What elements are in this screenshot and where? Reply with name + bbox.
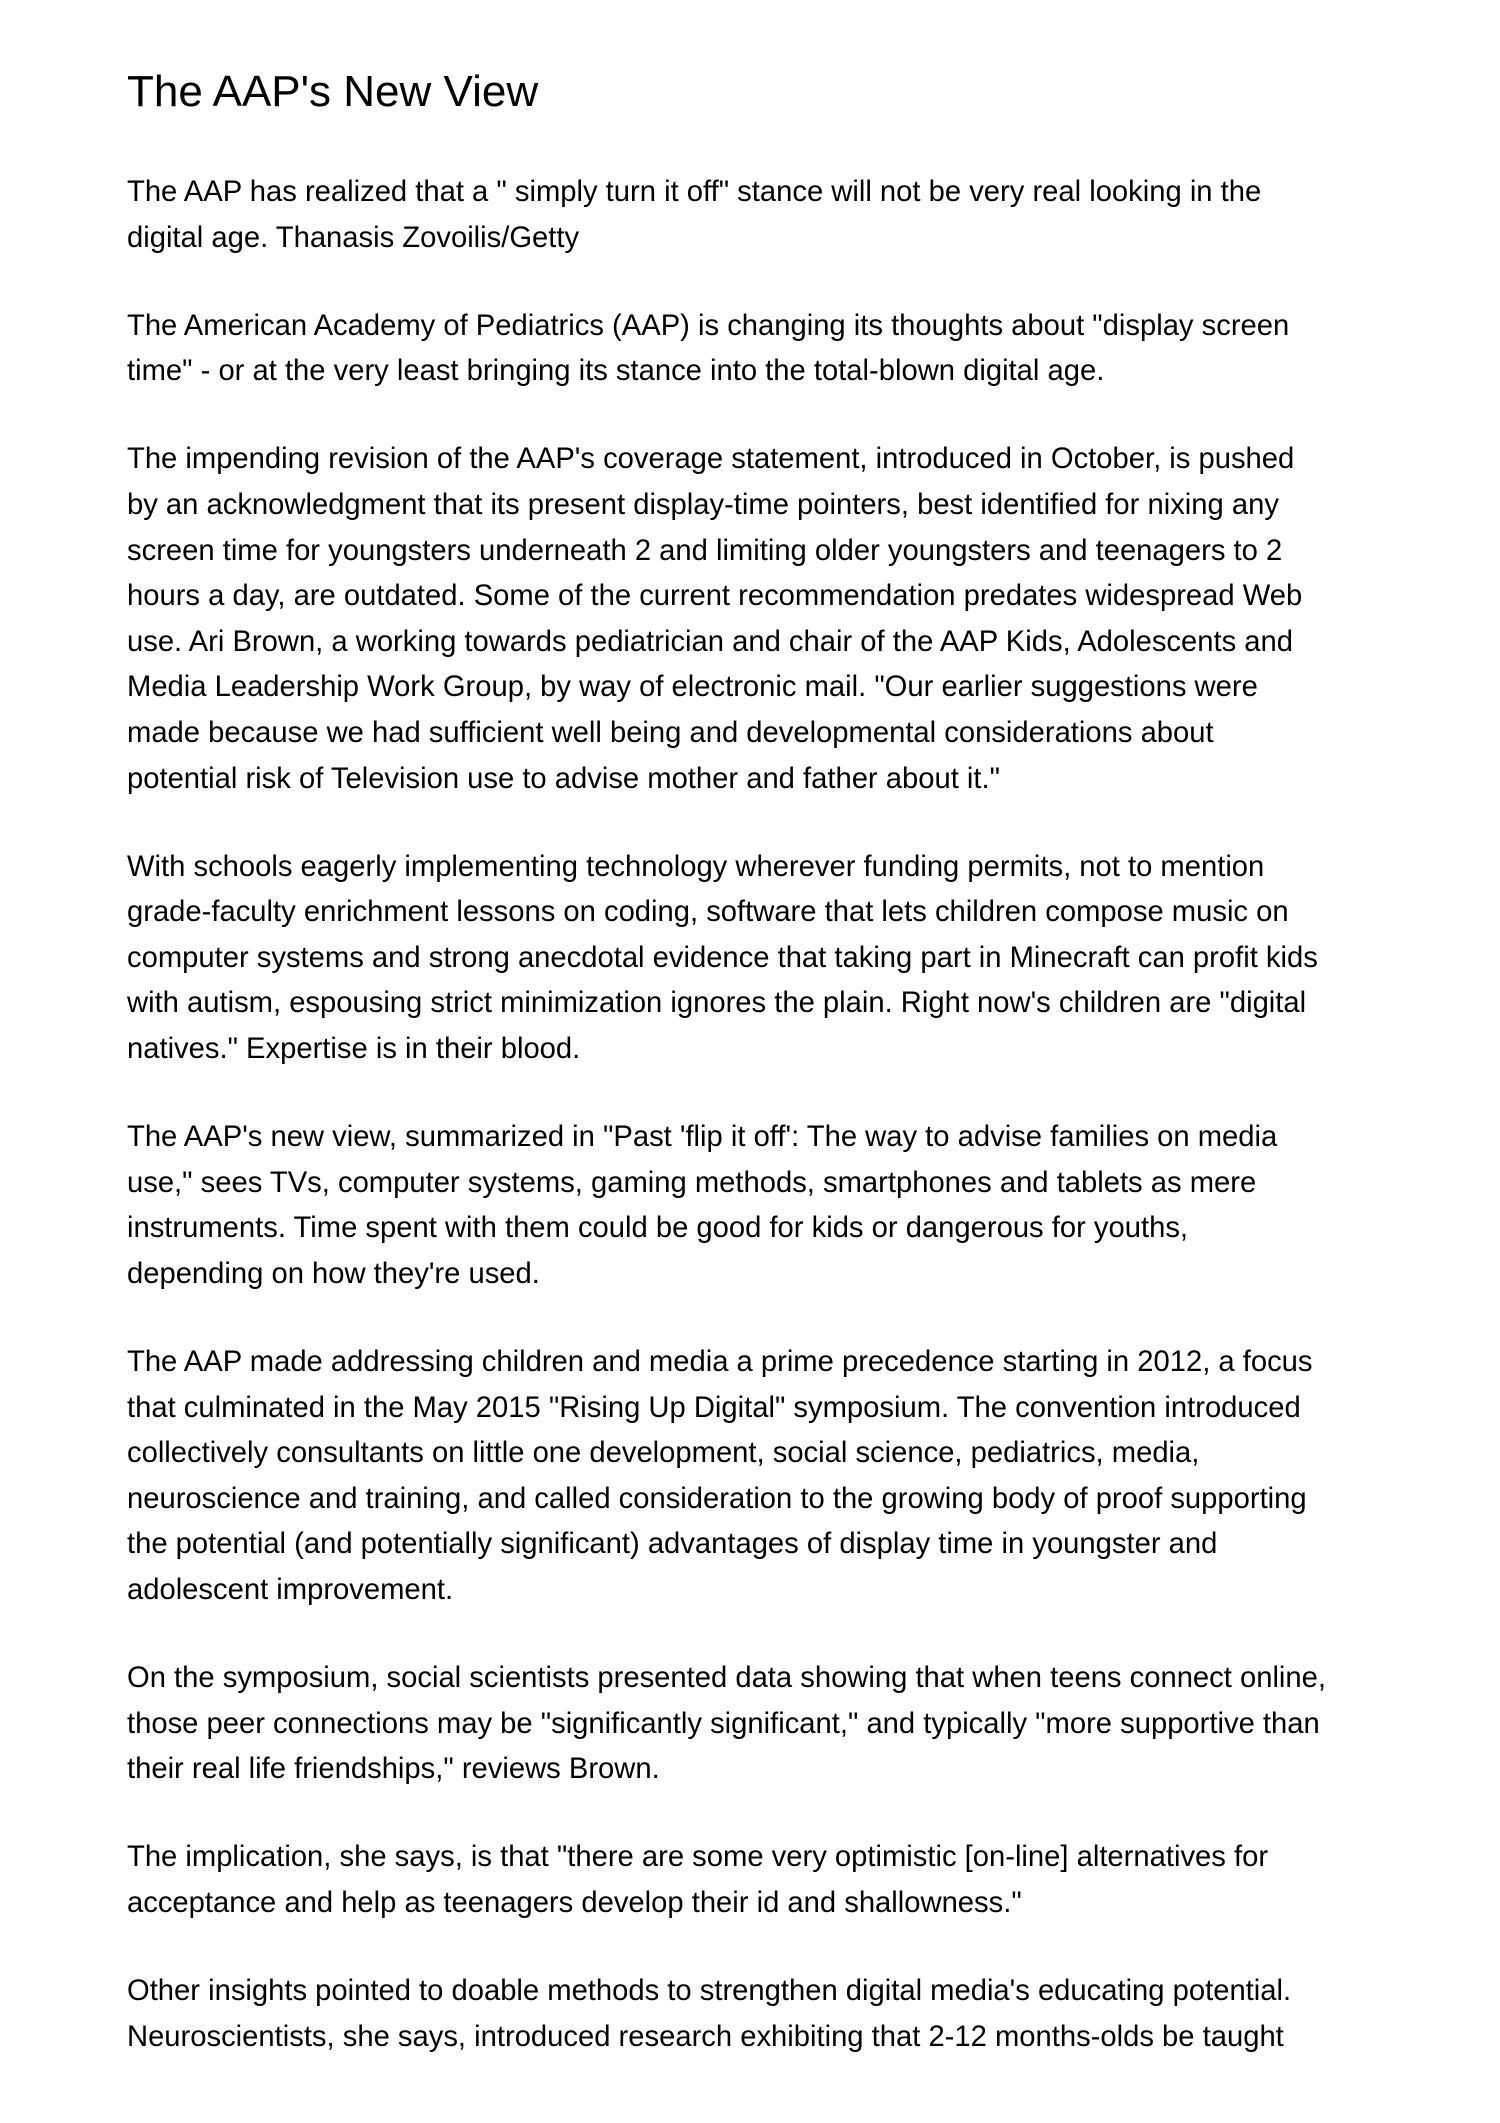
paragraph-implication <box>127 1835 1427 1926</box>
text-line: On the symposium, social scientists presented data showing that when teens connect online, <box>127 1662 1326 1695</box>
text-line: instruments. Time spent with them could be good for kids or dangerous for youths, <box>127 1212 1189 1245</box>
text-line: adolescent improvement. <box>127 1573 454 1606</box>
article-body <box>127 170 1427 2103</box>
text-line: The impending revision of the AAP's coverage statement, introduced in October, is pushed <box>127 443 1295 476</box>
text-line: With schools eagerly implementing technology wherever funding permits, not to mention <box>127 850 1265 883</box>
text-line: time" - or at the very least bringing its stance into the total-blown digital age. <box>127 355 1105 388</box>
text-line: natives." Expertise is in their blood. <box>127 1033 581 1065</box>
text-line: Neuroscientists, she says, introduced research exhibiting that 2-12 months-olds be taught <box>127 2020 1284 2053</box>
text-line: acceptance and help as teenagers develop their id and shallowness." <box>127 1886 1022 1919</box>
paragraph-schools <box>127 845 1427 1073</box>
paragraph-revision <box>127 437 1427 802</box>
text-line: digital age. Thanasis Zovoilis/Getty <box>127 221 580 254</box>
text-line: computer systems and strong anecdotal evidence that taking part in Minecraft can profit kids <box>127 941 1318 974</box>
text-line: The AAP's new view, summarized in "Past 'flip it off': The way to advise families on media <box>127 1121 1278 1154</box>
paragraph-new-view <box>127 1115 1427 1297</box>
paragraph-photo-caption <box>127 170 1427 261</box>
text-line: The AAP made addressing children and media a prime precedence starting in 2012, a focus <box>127 1345 1313 1378</box>
text-line: neuroscience and training, and called consideration to the growing body of proof supporting <box>127 1482 1307 1515</box>
text-line: made because we had sufficient well being and developmental considerations about <box>127 716 1214 749</box>
text-line: depending on how they're used. <box>127 1257 540 1290</box>
paragraph-symposium <box>127 1340 1427 1614</box>
text-line: with autism, espousing strict minimization ignores the plain. Right now's children are "digital <box>127 987 1307 1020</box>
text-line: that culminated in the May 2015 "Rising Up Digital" symposium. The convention introduced <box>127 1391 1301 1424</box>
text-line: Other insights pointed to doable methods to strengthen digital media's educating potential. <box>127 1975 1292 2007</box>
text-line: potential risk of Television use to advise mother and father about it." <box>127 762 1000 795</box>
text-line: grade-faculty enrichment lessons on coding, software that lets children compose music on <box>127 896 1289 929</box>
text-line: those peer connections may be "significantly significant," and typically "more supportive than <box>127 1707 1320 1740</box>
text-line: The American Academy of Pediatrics (AAP) is changing its thoughts about "display screen <box>127 309 1290 342</box>
paragraph-insights <box>127 1969 1427 2060</box>
text-line: their real life friendships," reviews Brown. <box>127 1753 660 1786</box>
text-line: screen time for youngsters underneath 2 and limiting older youngsters and teenagers to 2 <box>127 534 1283 567</box>
paragraph-intro <box>127 304 1427 395</box>
text-line: by an acknowledgment that its present display-time pointers, best identified for nixing any <box>127 488 1279 521</box>
paragraph-social-scientists <box>127 1656 1427 1793</box>
text-line: hours a day, are outdated. Some of the current recommendation predates widespread Web <box>127 580 1303 613</box>
text-line: the potential (and potentially significant) advantages of display time in youngster and <box>127 1528 1218 1561</box>
text-line: collectively consultants on little one development, social science, pediatrics, media, <box>127 1437 1200 1470</box>
text-line: The implication, she says, is that "there are some very optimistic [on-line] alternatives for <box>127 1841 1269 1874</box>
text-line: use. Ari Brown, a working towards pediatrician and chair of the AAP Kids, Adolescents and <box>127 625 1294 658</box>
text-line: use," sees TVs, computer systems, gaming methods, smartphones and tablets as mere <box>127 1166 1257 1199</box>
page-title: The AAP's New View <box>127 67 539 116</box>
text-line: The AAP has realized that a " simply turn it off" stance will not be very real looking in the <box>127 176 1262 208</box>
text-line: Media Leadership Work Group, by way of electronic mail. "Our earlier suggestions were <box>127 671 1258 704</box>
